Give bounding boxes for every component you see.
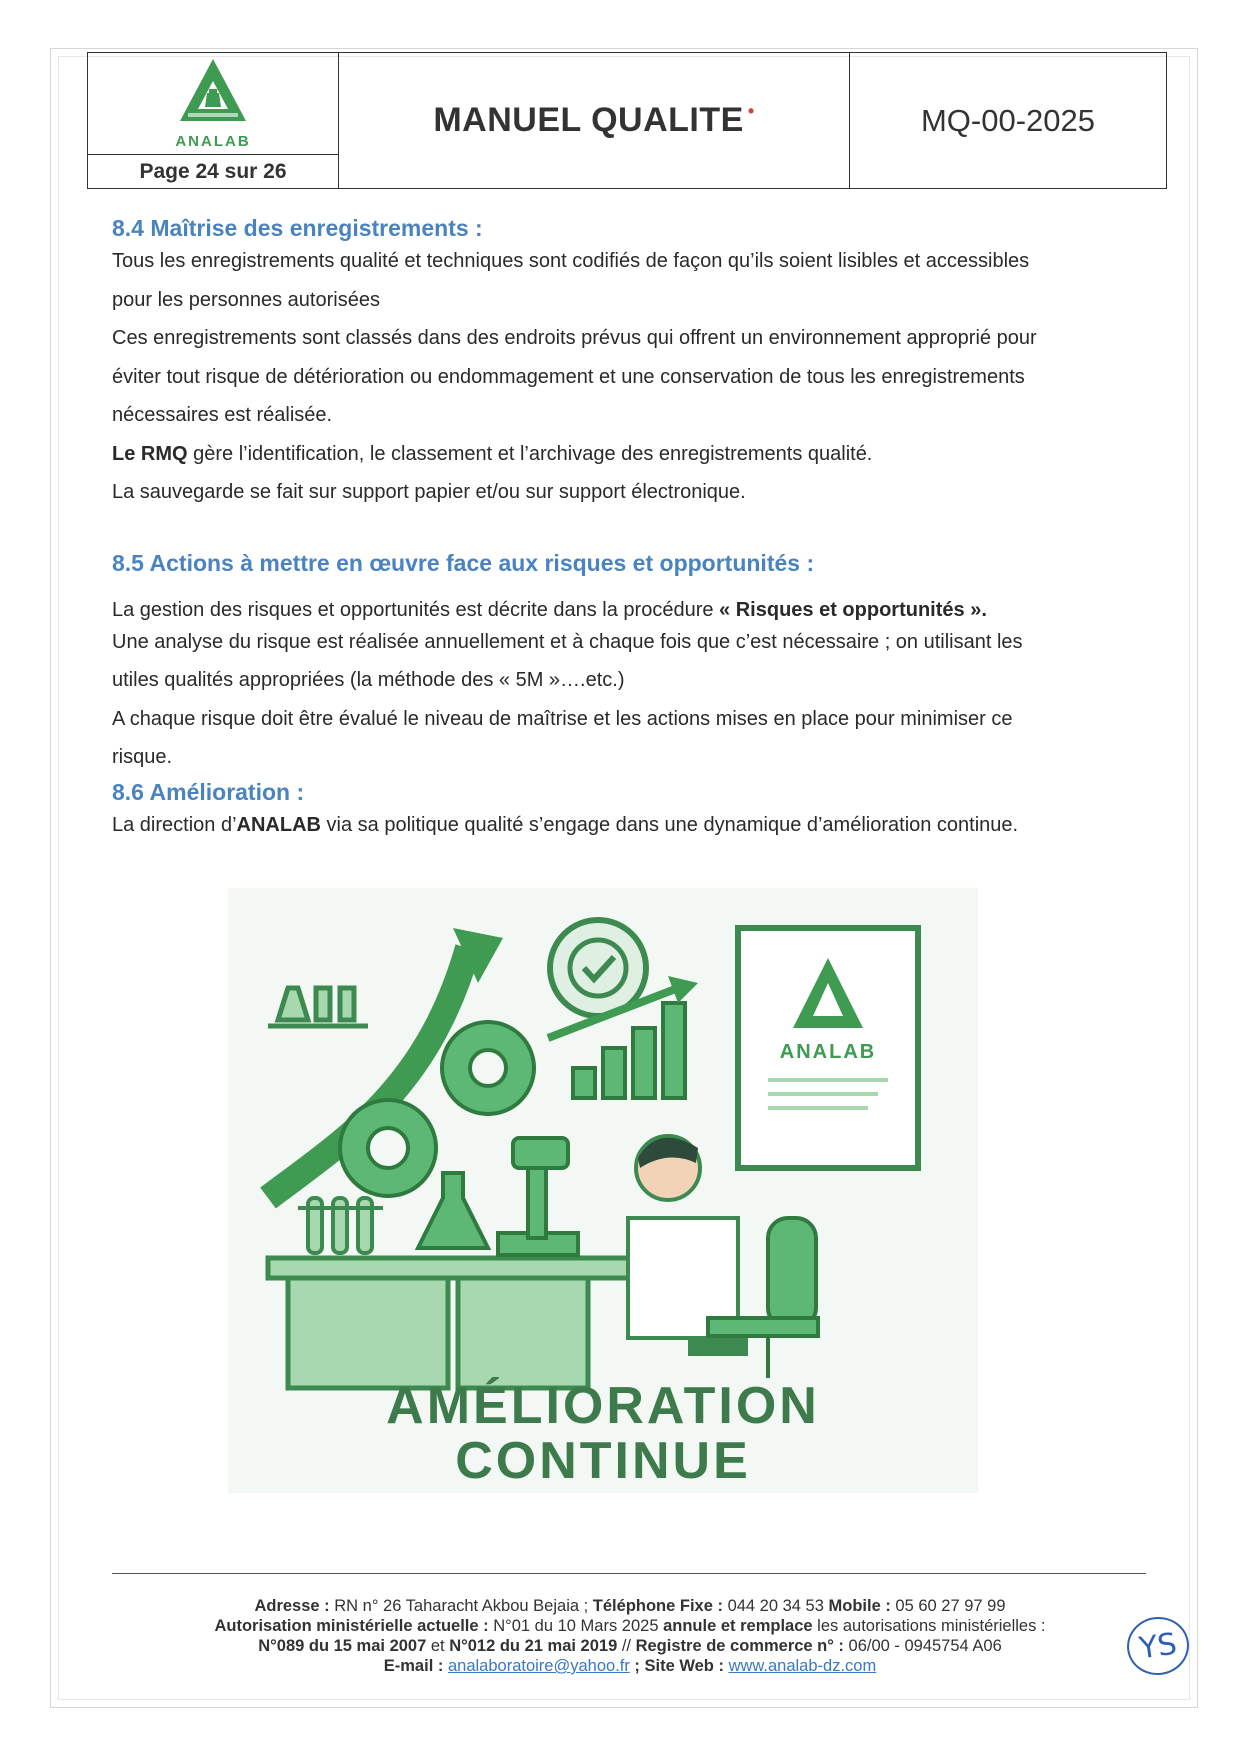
paragraph-line: éviter tout risque de détérioration ou endommagement et une conservation de tous les enregistrements [112, 365, 1025, 388]
svg-text:ANALAB: ANALAB [175, 133, 251, 150]
footer-address-line: Adresse : RN n° 26 Taharacht Akbou Bejaia ; Téléphone Fixe : 044 20 34 53 Mobile : 05 60 27 97 99 [254, 1597, 1006, 1615]
paragraph-line: Ces enregistrements sont classés dans des endroits prévus qui offrent un environnement approprié pour [112, 327, 1037, 349]
paragraph-line: A chaque risque doit être évalué le niveau de maîtrise et les actions mises en place pour minimiser ce [112, 707, 1013, 730]
section-heading-8-4: 8.4 Maîtrise des enregistrements : [112, 215, 483, 241]
footer-contact-line: E-mail : analaboratoire@yahoo.fr ; Site Web : www.analab-dz.com [383, 1657, 877, 1675]
analab-poster [738, 928, 918, 1168]
continuous-improvement-illustration [228, 888, 978, 1493]
paragraph-line: La gestion des risques et opportunités est décrite dans la procédure « Risques et opportunités ». [112, 598, 987, 621]
rmq-label: Le RMQ [112, 442, 188, 465]
paragraph-line: risque. [112, 746, 173, 768]
header-logo-cell [88, 53, 339, 188]
svg-text:ANALAB: ANALAB [779, 1041, 877, 1063]
illustration-caption-line2: CONTINUE [455, 1432, 751, 1490]
email-link[interactable]: analaboratoire@yahoo.fr [447, 1657, 630, 1675]
footer-divider [112, 1573, 1146, 1574]
document-footer [150, 1596, 1110, 1676]
paragraph-line: utiles qualités appropriées (la méthode des « 5M »….etc.) [112, 669, 625, 691]
initials-stamp: YS [1123, 1613, 1192, 1679]
paragraph-line: La direction d’ANALAB via sa politique qualité s’engage dans une dynamique d’amélioration continue. [112, 813, 1019, 836]
document-header [87, 52, 1167, 189]
company-name: ANALAB [236, 813, 321, 836]
section-8-5-body [112, 597, 1147, 777]
paragraph-line: Une analyse du risque est réalisée annuellement et à chaque fois que c’est nécessaire ; on utilisant les [112, 630, 1023, 653]
illustration-caption-line1: AMÉLIORATION [386, 1377, 820, 1435]
section-8-4-body [112, 242, 1147, 512]
document-title: MANUEL QUALITE • [339, 53, 850, 188]
paragraph-line: Tous les enregistrements qualité et techniques sont codifiés de façon qu’ils soient lisibles et accessibles [112, 250, 1030, 272]
document-reference: MQ-00-2025 [920, 102, 1096, 138]
section-heading-8-6: 8.6 Amélioration : [112, 778, 305, 805]
test-tubes-icon [298, 1198, 383, 1253]
section-heading-8-5: 8.5 Actions à mettre en œuvre face aux risques et opportunités : [112, 549, 815, 576]
website-link[interactable]: www.analab-dz.com [728, 1657, 877, 1675]
footer-authorization-line: Autorisation ministérielle actuelle : N°01 du 10 Mars 2025 annule et remplace les autorisations ministérielles : [214, 1617, 1046, 1635]
paragraph-line: pour les personnes autorisées [112, 288, 380, 311]
footer-registry-line: N°089 du 15 mai 2007 et N°012 du 21 mai 2019 // Registre de commerce n° : 06/00 - 0945754 A06 [258, 1637, 1002, 1655]
paragraph-line: nécessaires est réalisée. [112, 404, 333, 426]
paragraph-line: La sauvegarde se fait sur support papier et/ou sur support électronique. [112, 481, 746, 503]
paragraph-line: Le RMQ gère l’identification, le classement et l’archivage des enregistrements qualité. [112, 442, 873, 465]
document-body [112, 210, 1147, 844]
page-number: Page 24 sur 26 [139, 160, 287, 183]
analab-logo [88, 53, 338, 155]
procedure-name: « Risques et opportunités ». [719, 598, 987, 621]
